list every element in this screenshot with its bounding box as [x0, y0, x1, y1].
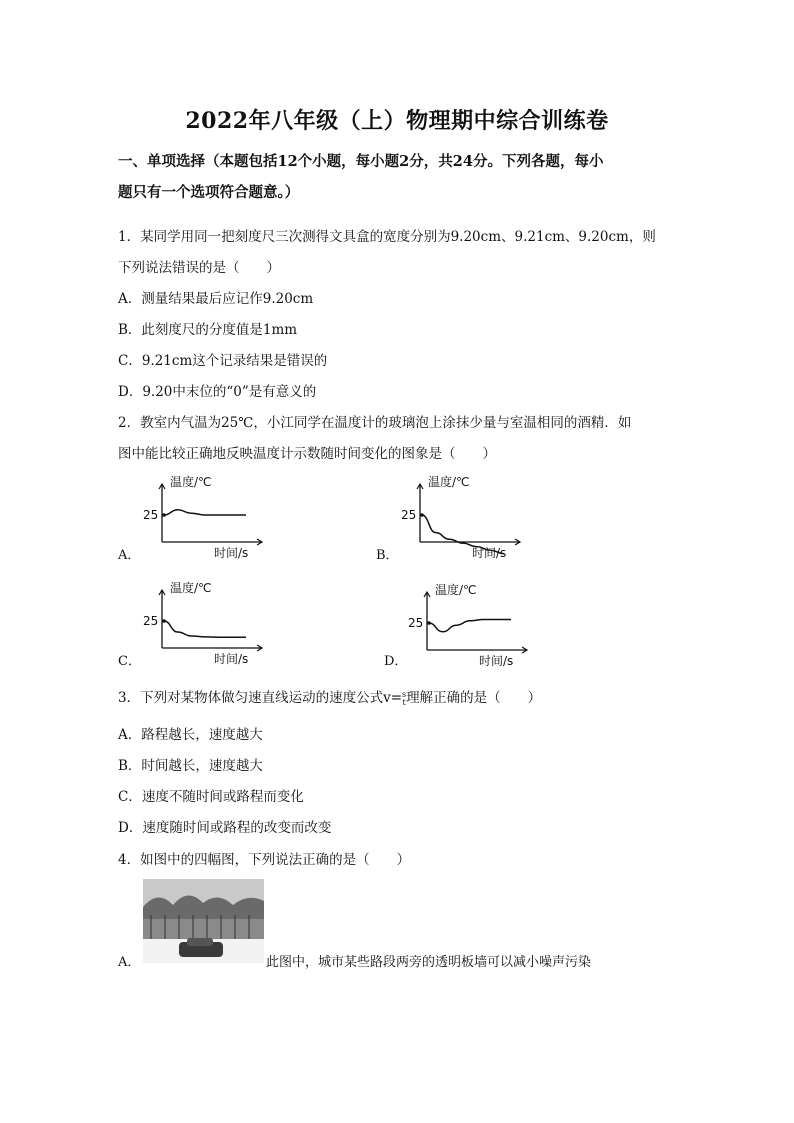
x-axis-label: 时间/s	[214, 546, 249, 560]
noise-barrier-photo	[143, 879, 264, 963]
y-axis-label: 温度/℃	[435, 583, 477, 597]
fraction-numerator: s	[402, 689, 407, 699]
q1-option-d[interactable]: D．9.20中末位的“0”是有意义的	[118, 384, 317, 400]
graph-a[interactable]	[140, 470, 280, 564]
temperature-curve	[164, 621, 246, 637]
q3-option-d[interactable]: D．速度随时间或路程的改变而改变	[118, 820, 332, 836]
q1-option-c[interactable]: C．9.21cm这个记录结果是错误的	[118, 353, 328, 369]
q1-stem-line1: 1．某同学用同一把刻度尺三次测得文具盒的宽度分别为9.20cm、9.21cm、9.20cm，则	[118, 229, 656, 245]
q2-option-c-label[interactable]: C．	[118, 654, 141, 669]
q3-stem-pre: 3．下列对某物体做匀速直线运动的速度公式v=	[118, 690, 403, 706]
q2-option-a-label[interactable]: A．	[118, 548, 141, 563]
graph-b[interactable]	[398, 470, 538, 564]
y-axis-label: 温度/℃	[170, 475, 212, 489]
q4-option-a-label[interactable]: A．	[118, 955, 141, 970]
q1-option-b[interactable]: B．此刻度尺的分度值是1mm	[118, 322, 298, 338]
q4-stem: 4．如图中的四幅图，下列说法正确的是（ ）	[118, 852, 411, 868]
q2-option-d-label[interactable]: D．	[384, 654, 408, 669]
page-title: 2022年八年级（上）物理期中综合训练卷	[185, 108, 609, 134]
temperature-curve	[164, 510, 246, 515]
y-axis-label: 温度/℃	[428, 475, 470, 489]
q2-stem-line2: 图中能比较正确地反映温度计示数随时间变化的图象是（ ）	[118, 446, 496, 462]
section-heading-line1: 一、单项选择（本题包括12个小题，每小题2分，共24分。下列各题，每小	[118, 153, 604, 170]
q1-option-a[interactable]: A．测量结果最后应记作9.20cm	[118, 291, 314, 307]
q3-stem-post: 理解正确的是（ ）	[406, 690, 542, 706]
y-tick-label: 25	[401, 508, 417, 522]
q2-stem-line1: 2．教室内气温为25℃，小江同学在温度计的玻璃泡上涂抹少量与室温相同的酒精．如	[118, 415, 632, 431]
q3-option-b[interactable]: B．时间越长，速度越大	[118, 758, 263, 774]
fraction-denominator: t	[402, 697, 406, 707]
q3-option-c[interactable]: C．速度不随时间或路程而变化	[118, 789, 304, 805]
y-tick-label: 25	[143, 508, 159, 522]
y-axis-label: 温度/℃	[170, 581, 212, 595]
graph-d[interactable]	[405, 578, 545, 672]
x-axis-label: 时间/s	[214, 652, 249, 666]
temperature-curve	[429, 619, 511, 631]
section-heading-line2: 题只有一个选项符合题意。）	[118, 184, 300, 201]
graph-c[interactable]	[140, 576, 280, 670]
q4-option-a-text[interactable]: 此图中，城市某些路段两旁的透明板墙可以减小噪声污染	[266, 955, 592, 970]
q3-stem	[118, 686, 541, 707]
y-tick-label: 25	[408, 616, 424, 630]
y-tick-label: 25	[143, 614, 159, 628]
x-axis-label: 时间/s	[472, 546, 507, 560]
q1-stem-line2: 下列说法错误的是（ ）	[118, 260, 280, 276]
q2-option-b-label[interactable]: B．	[376, 548, 399, 563]
x-axis-label: 时间/s	[479, 654, 514, 668]
q3-option-a[interactable]: A．路程越长，速度越大	[118, 727, 263, 743]
